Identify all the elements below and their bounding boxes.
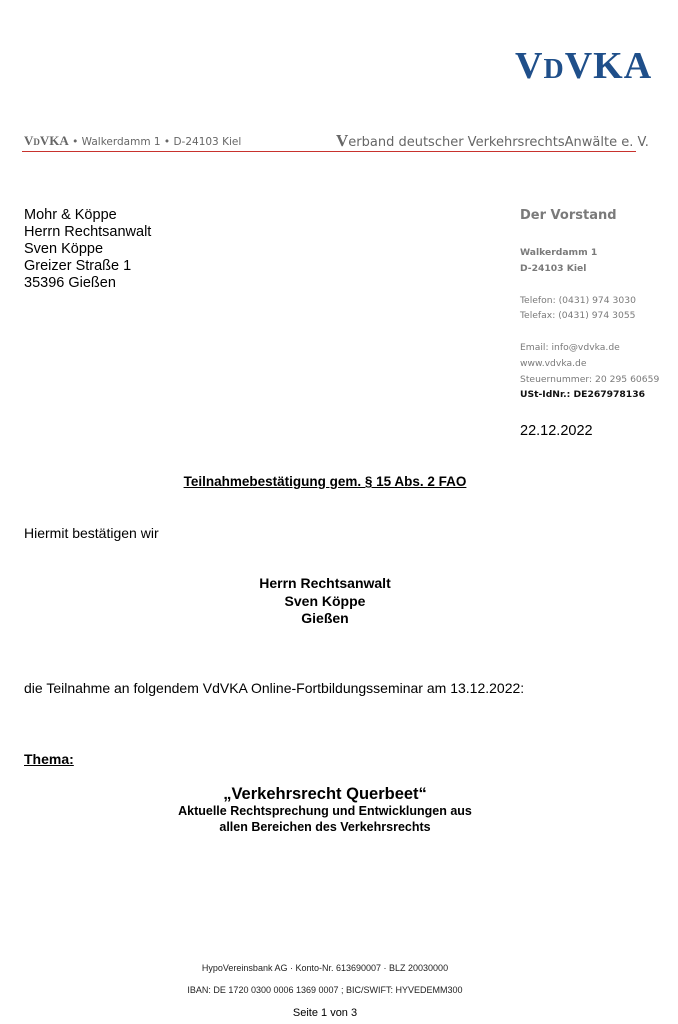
logo-rest: VKA (564, 45, 653, 87)
topic-label: Thema: (24, 751, 74, 767)
participation-text: die Teilnahme an folgendem VdVKA Online-Fortbildungsseminar am 13.12.2022: (24, 680, 525, 696)
participant-name: Sven Köppe (284, 593, 366, 609)
recipient-address (24, 207, 151, 292)
sender-fax: Telefax: (0431) 974 3055 (520, 310, 636, 321)
sender-street: Walkerdamm 1 (520, 247, 598, 258)
topic-subtitle-line: Aktuelle Rechtsprechung und Entwicklungen aus (178, 804, 472, 818)
topic-subtitle-line: allen Bereichen des Verkehrsrechts (219, 820, 431, 834)
sender-tax-number: Steuernummer: 20 295 60659 (520, 374, 660, 385)
sender-vat-id: USt-IdNr.: DE267978136 (520, 389, 645, 400)
page-number: Seite 1 von 3 (292, 1007, 358, 1019)
letter-date: 22.12.2022 (520, 423, 593, 439)
sender-website[interactable]: www.vdvka.de (520, 358, 587, 369)
topic-title: „Verkehrsrecht Querbeet“ (223, 785, 427, 803)
recipient-line: Greizer Straße 1 (24, 258, 132, 274)
recipient-line: Mohr & Köppe (24, 207, 117, 223)
participant-city: Gießen (301, 610, 349, 626)
sender-city: D-24103 Kiel (520, 263, 587, 274)
recipient-line: Sven Köppe (24, 241, 104, 257)
vdvka-logo (515, 44, 652, 88)
sender-heading: Der Vorstand (520, 208, 617, 223)
letterhead-org-name: Verband deutscher VerkehrsrechtsAnwälte e. V. (336, 131, 649, 150)
recipient-line: Herrn Rechtsanwalt (24, 224, 152, 240)
letterhead-brand: VDVKA (24, 133, 69, 148)
intro-text: Hiermit bestätigen wir (24, 525, 159, 541)
participant-title: Herrn Rechtsanwalt (259, 575, 391, 591)
sender-email[interactable]: Email: info@vdvka.de (520, 342, 620, 353)
letterhead-sender-line (24, 133, 241, 149)
footer-iban: IBAN: DE 1720 0300 0006 1369 0007 ; BIC/SWIFT: HYVEDEMM300 (187, 985, 463, 995)
letterhead-divider (22, 151, 636, 152)
letterhead-address: • Walkerdamm 1 • D-24103 Kiel (68, 136, 242, 148)
logo-small: D (543, 54, 565, 85)
subject-heading: Teilnahmebestätigung gem. § 15 Abs. 2 FAO (183, 474, 467, 489)
recipient-line: 35396 Gießen (24, 275, 116, 291)
sender-phone: Telefon: (0431) 974 3030 (520, 295, 636, 306)
footer-bank-details: HypoVereinsbank AG · Konto-Nr. 613690007 · BLZ 20030000 (201, 963, 449, 973)
logo-cap: V (515, 45, 544, 87)
